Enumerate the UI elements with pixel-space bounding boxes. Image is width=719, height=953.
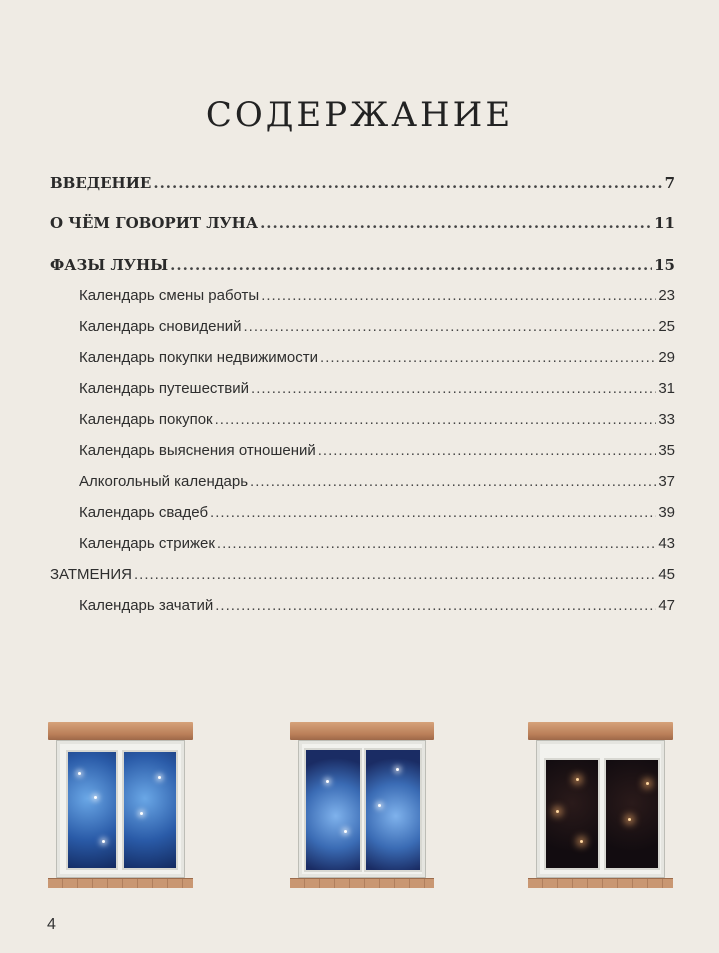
toc-entry-label: Календарь смены работы [79,287,260,304]
window-illustration-warm-stars [528,722,673,888]
toc-entry-label: Календарь выяснения отношений [79,442,316,459]
star-icon [576,778,579,781]
toc-entry-page: 7 [664,174,675,192]
dot-leader [261,287,656,304]
window-sill [290,878,434,888]
toc-entry-page: 39 [658,504,675,521]
window-sill [48,878,193,888]
window-lintel [528,722,673,740]
toc-entry-page: 45 [658,566,675,583]
star-icon [140,812,143,815]
toc-entry-haircut-calendar[interactable] [79,535,675,552]
toc-entry-label: Календарь зачатий [79,597,214,614]
toc-entry-real-estate-calendar[interactable] [79,349,675,366]
toc-entry-page: 25 [658,318,675,335]
toc-entry-page: 31 [658,380,675,397]
dot-leader [217,535,656,552]
star-icon [344,830,347,833]
window-pane [544,758,600,870]
dot-leader [215,597,656,614]
dot-leader [260,214,652,232]
toc-entry-label: Календарь путешествий [79,380,250,397]
toc-entry-page: 15 [654,256,675,274]
window-pane [66,750,118,870]
dot-leader [134,566,656,583]
dot-leader [318,442,657,459]
window-lintel [290,722,434,740]
toc-entry-page: 37 [658,473,675,490]
toc-entry-eclipses[interactable] [50,566,675,583]
toc-entry-label: Календарь сновидений [79,318,242,335]
toc-entry-page: 29 [658,349,675,366]
star-icon [396,768,399,771]
toc-entry-label: О ЧЁМ ГОВОРИТ ЛУНА [50,214,259,232]
toc-entry-label: Календарь покупок [79,411,213,428]
toc-entry-page: 23 [658,287,675,304]
toc-entry-moon-phases[interactable] [50,256,675,274]
star-icon [326,780,329,783]
toc-entry-label: Календарь покупки недвижимости [79,349,319,366]
window-sill [528,878,673,888]
star-icon [378,804,381,807]
dot-leader [210,504,656,521]
toc-entry-alcohol-calendar[interactable] [79,473,675,490]
toc-entry-page: 47 [658,597,675,614]
star-icon [580,840,583,843]
window-pane [304,748,362,872]
toc-entry-dreams-calendar[interactable] [79,318,675,335]
window-lintel [48,722,193,740]
dot-leader [215,411,657,428]
window-illustration-nebula [290,722,434,888]
window-pane [364,748,422,872]
toc-entry-page: 43 [658,535,675,552]
star-icon [628,818,631,821]
toc-entry-page: 35 [658,442,675,459]
toc-entry-relationships-calendar[interactable] [79,442,675,459]
star-icon [556,810,559,813]
dot-leader [244,318,657,335]
dot-leader [170,256,652,274]
toc-entry-travel-calendar[interactable] [79,380,675,397]
star-icon [78,772,81,775]
toc-entry-page: 33 [658,411,675,428]
toc-entry-introduction[interactable] [50,174,675,192]
toc-entry-job-change-calendar[interactable] [79,287,675,304]
window-illustration-blue-stars [48,722,193,888]
star-icon [102,840,105,843]
toc-entry-label: Календарь свадеб [79,504,209,521]
toc-entry-label: Алкогольный календарь [79,473,249,490]
star-icon [158,776,161,779]
window-pane [122,750,178,870]
toc-entry-shopping-calendar[interactable] [79,411,675,428]
dot-leader [153,174,662,192]
toc-entry-what-moon-says[interactable] [50,214,675,232]
toc-entry-label: ЗАТМЕНИЯ [50,566,133,583]
toc-entry-label: Календарь стрижек [79,535,215,552]
page-number: 4 [47,916,56,933]
star-icon [646,782,649,785]
dot-leader [251,380,656,397]
toc-entry-conception-calendar[interactable] [79,597,675,614]
toc-entry-label: ВВЕДЕНИЕ [50,174,152,192]
dot-leader [320,349,656,366]
toc-entry-wedding-calendar[interactable] [79,504,675,521]
toc-entry-page: 11 [654,214,675,232]
toc-entry-label: ФАЗЫ ЛУНЫ [50,256,169,274]
dot-leader [250,473,656,490]
page-title: СОДЕРЖАНИЕ [205,94,514,135]
window-pane [604,758,660,870]
star-icon [94,796,97,799]
